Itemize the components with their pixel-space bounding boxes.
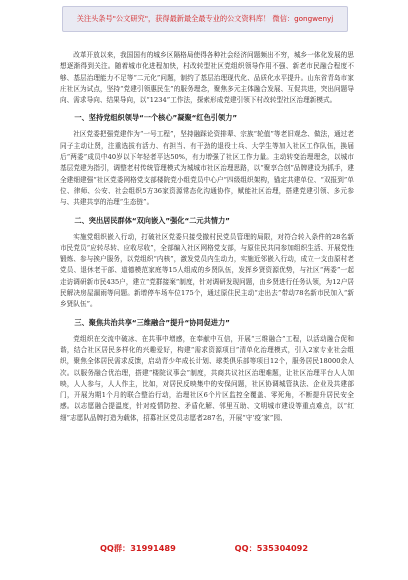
section-1-paragraph: 社区党委把强党建作为“一号工程”，坚持融踩论资排辈、宗族“轮值”等老旧观念、做法，通过老同子主动让贤，注重选拔有活力、有担当、有干劲的退役士兵、大学生等加入社区工作队伍，换届后“两委”成员中40岁以下年轻者平达50%，有力增强了社区工作力量。主动转变治理理念，以城市基层党建为指引，调整老村传统管理模式为城城市社区治理思路，以“聚享合创”品牌建设为抓手，建全建细建强“社区党委网格党支部楼院党小组党员中心户”四级组织架构，锚定共建单位、“双报到”单位、律师、公安、社会组织5方36家资源常态化沟通协作，赋能社区治理，搭建党建引领、多元参与、共建共享的治理“生态链”。 (60, 130, 354, 207)
section-3-paragraph: 党组织在交流中破冰、在共事中增感，在奉献中互信，开展“三维融合”工程，以活动融合促和谐，结合社区居民多样化的兴趣爱好，构建“需求资源项目”清单化治理模式，引入2家专业社会组织，聚焦全体居民需求反馈，启动青少年成长计划、球类俱乐部等项目12个，服务居民18000余人次。以服务融合优治理，搭建“楼院议事会”制度，共商共议社区治理难题，让社区治理平台人人加映，人人参与，人人作主，比如，对居民反映集中的安保问题，社区协调城管执法、企业及共建部门，开展为期1个月的联合整治行动，治理社区6个片区监控全覆盖、零死角，不断提升居民安全感。以志愿融合提温度，针对疫情防控、矛盾化解、邻里互助、文明城市建设等重点难点，以“红细”志愿队品牌打造为载体，招募社区党员志愿者287名，开展“守‘疫’家”园、 (60, 334, 354, 422)
footer-contact (0, 543, 408, 554)
intro-paragraph: 改革开放以来，我国国有的城乡区隔格局使得各种社会经济问题频出不穷，城乡一体化发展的思想逐渐得到关注。随着城市化进程加快，村改转型社区党组织领导作用不强、新老市民融合程度不够、基层治理能力不足等“二元化”问题，制约了基层治理现代化、品质化水平提升。山东省青岛市家庄社区为试点，坚持“党建引领惠民生”的服务理念，聚焦多元主体融合发展、互促共进，突出问题导向、需求导向、结果导向，以“1234”工作法，探索形成党建引领下村改转型社区治理新模式。 (60, 51, 354, 105)
qq-number: QQ：535304092 (234, 543, 309, 553)
section-1-heading: 一、坚持党组织领导“一个核心”凝聚“红色引领力” (74, 113, 238, 123)
section-2-paragraph: 实施党组织嵌入行动，打破社区党委只接受撤村民党员管理的局限，对符合转入条件的28名新市民党员“应转尽转、应收尽收”，全部编入社区网格党支部，与原住民共同参加组织生活、开展党性锻炼、参与挨户服务，以党组织“内核”，激发党员内生动力，实施近邻嵌入行动，成立一支由原村老党员、退休老干部、道德模范家庭等15人组成的乡贤队伍，发挥乡贤资源优势，与社区“两委”一起走访调研新市民435户，建立“党群接案”制度，针对调研发现问题，由乡贤进行任务认领，为12户居民解决房屋漏雨等问题。新增停车场车位175个，通过原住民主动“走出去”带动78名新市民加入“新乡贤队伍”。 (60, 232, 354, 309)
document-body (60, 50, 354, 426)
qq-group-number: QQ群：31991489 (99, 543, 176, 553)
promo-banner: 关注头条号"公文研究"，获得最新最全最专业的公文资料库！ 微信：gongwenyj (62, 6, 348, 32)
section-3-heading: 三、聚焦共治共享“三维融合”提升“协同促进力” (74, 317, 230, 327)
section-2-heading: 二、突出居民群体“双向嵌入”强化“二元共情力” (74, 215, 230, 225)
